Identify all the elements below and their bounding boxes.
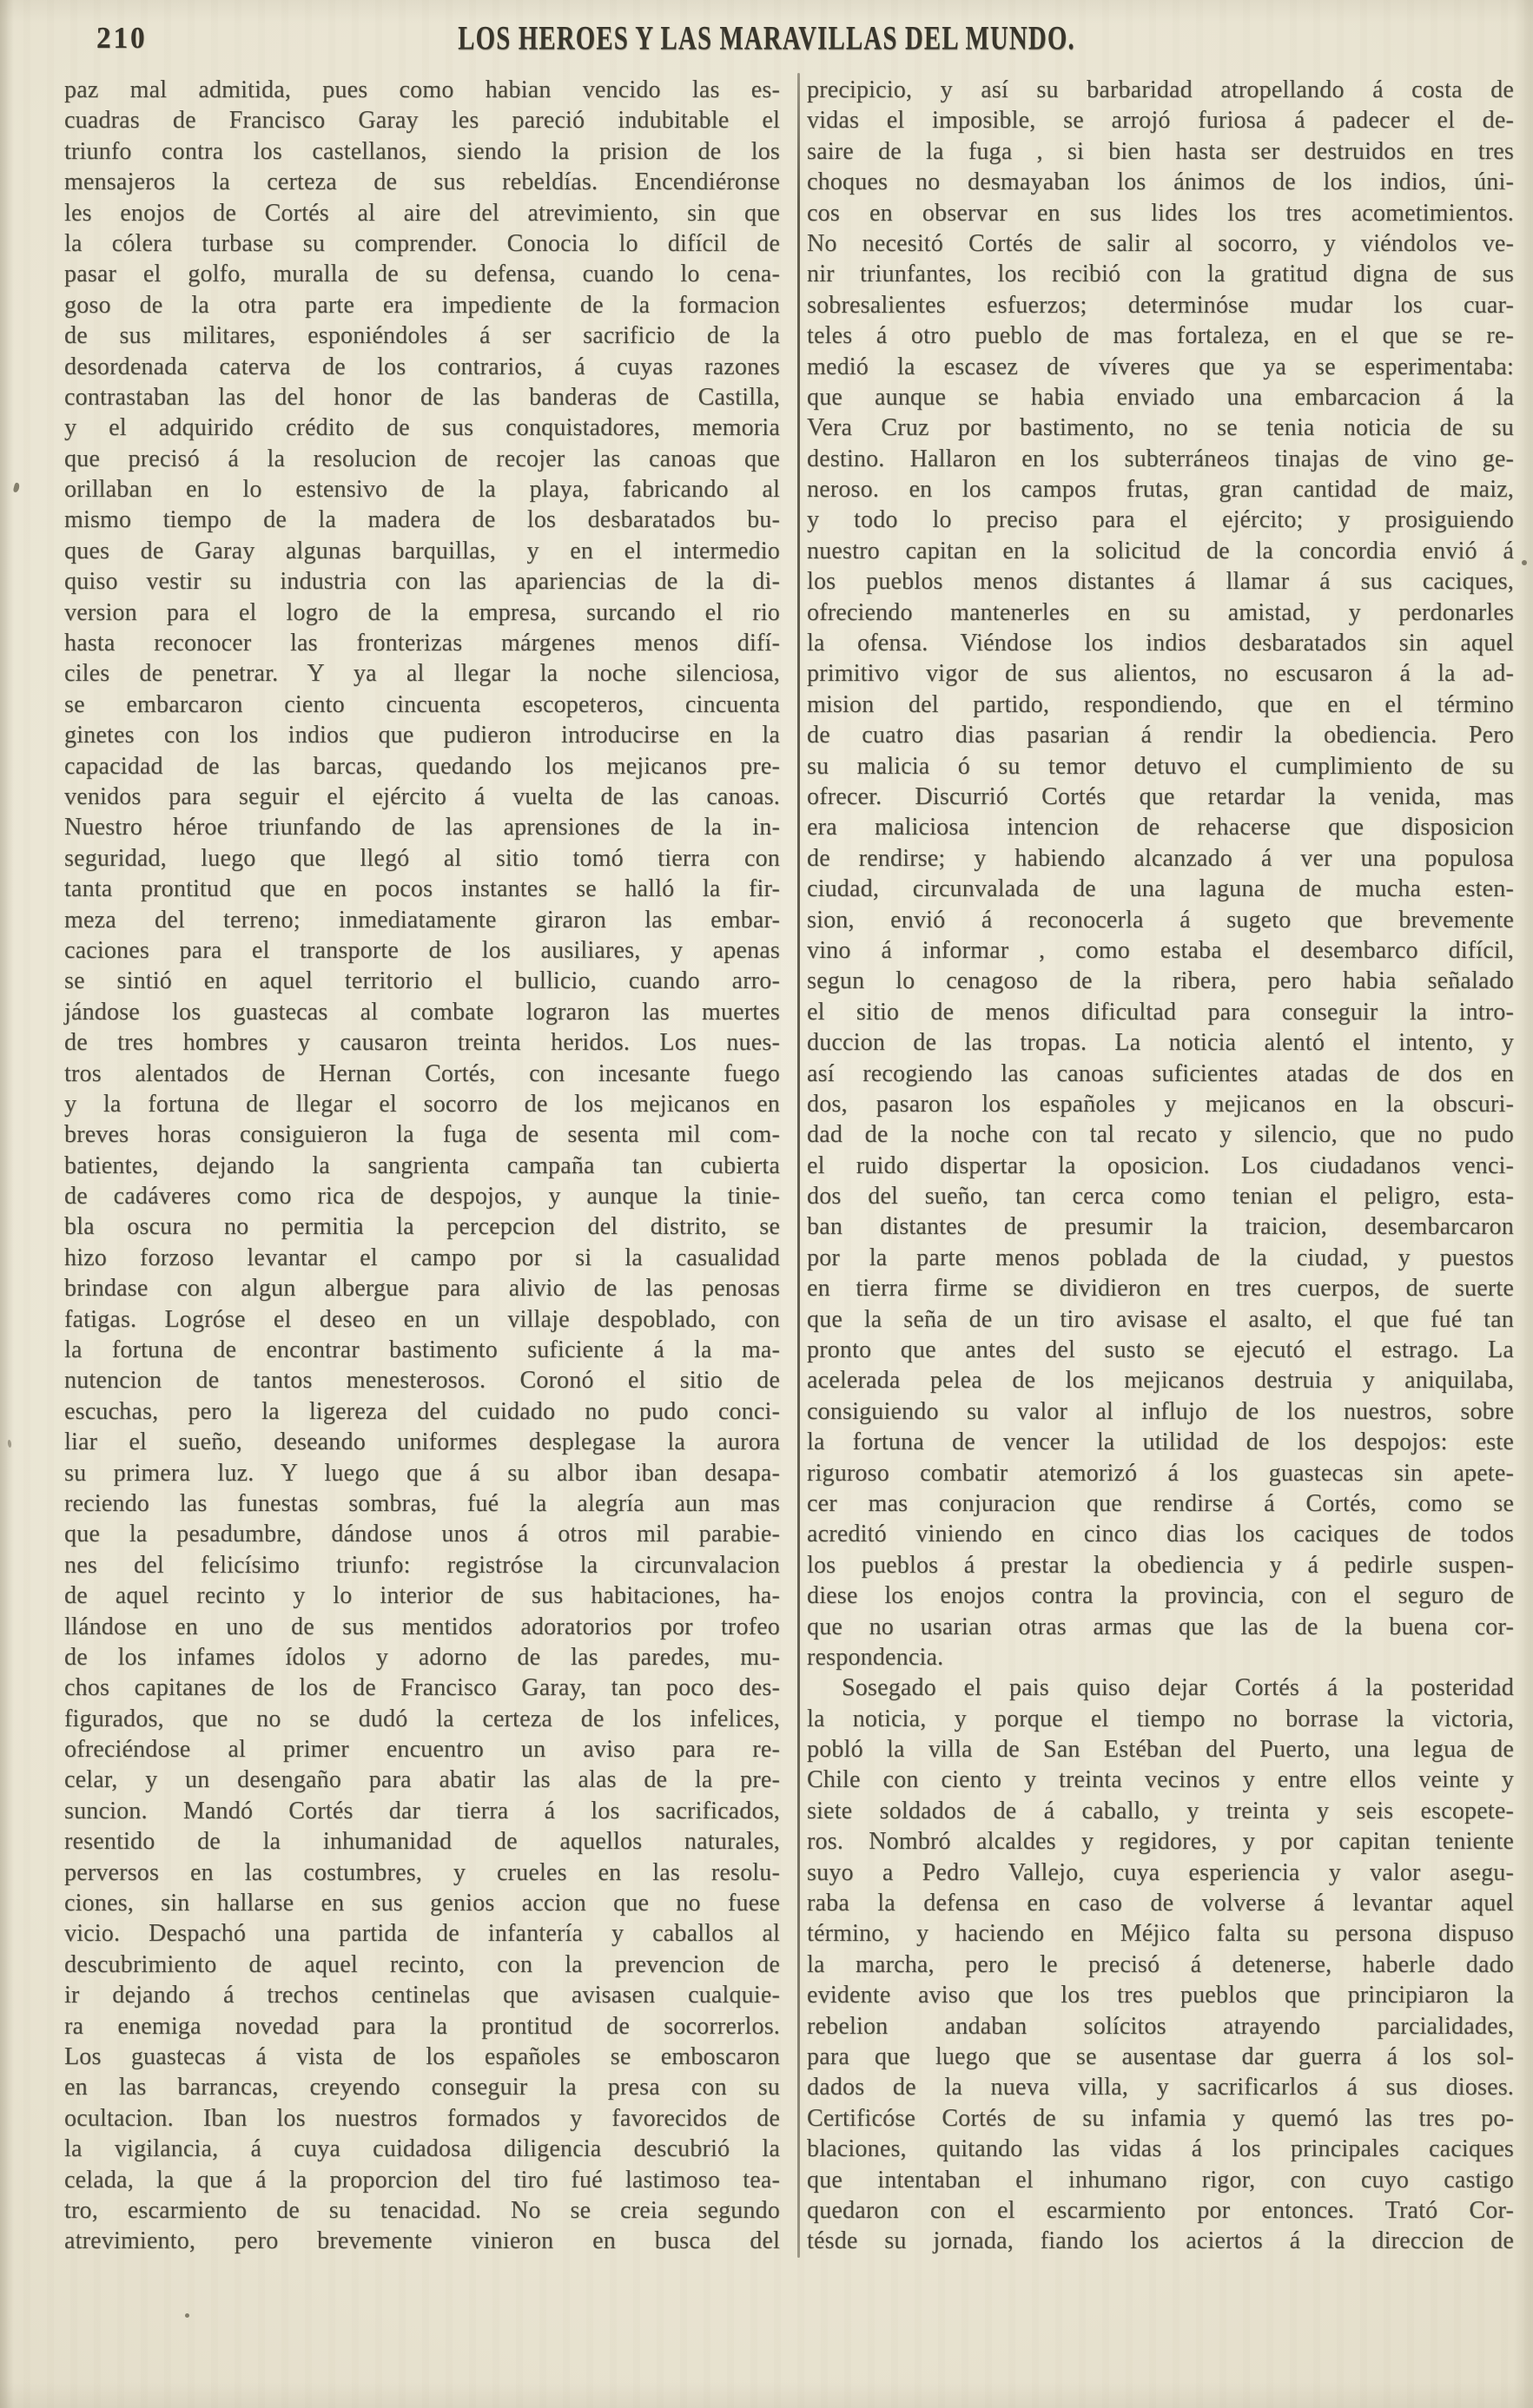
text-line: tros alentados de Hernan Cortés, con incesante fuego (64, 1059, 780, 1087)
text-line: de rendirse; y habiendo alcanzado á ver una populosa (807, 844, 1514, 872)
text-line: capacidad de las barcas, quedando los mejicanos pre- (64, 752, 780, 780)
text-line: celada, la que á la proporcion del tiro fué lastimoso tea- (64, 2166, 780, 2194)
text-line: dad de la noche con tal recato y silencio, que no pudo (807, 1121, 1514, 1149)
text-line: reciendo las funestas sombras, fué la alegría aun mas (64, 1489, 780, 1517)
text-line: meza del terreno; inmediatamente giraron las embar- (64, 906, 780, 934)
left-text-column (64, 75, 780, 2257)
text-line: tro, escarmiento de su tenacidad. No se creia segundo (64, 2196, 780, 2224)
text-line: Vera Cruz por bastimento, no se tenia noticia de su (807, 414, 1514, 442)
text-line: escuchas, pero la ligereza del cuidado no pudo conci- (64, 1397, 780, 1425)
text-line: el ruido dispertar la oposicion. Los ciudadanos venci- (807, 1151, 1514, 1179)
text-line: la fortuna de vencer la utilidad de los despojos: este (807, 1428, 1514, 1456)
text-line: de sus militares, esponiéndoles á ser sacrificio de la (64, 322, 780, 350)
text-line: diese los enojos contra la provincia, con el seguro de (807, 1582, 1514, 1610)
text-line: quedaron con el escarmiento por entonces. Trató Cor- (807, 2196, 1514, 2224)
text-line: tésde su jornada, fiando los aciertos á la direccion de (807, 2227, 1514, 2255)
text-line: acelerada pelea de los mejicanos destruia y aniquilaba, (807, 1367, 1514, 1395)
text-line: siete soldados de á caballo, y treinta y seis escopete- (807, 1797, 1514, 1824)
text-line: Chile con ciento y treinta vecinos y entre ellos veinte y (807, 1766, 1514, 1794)
text-line: para que luego que se ausentase dar guerra á los sol- (807, 2043, 1514, 2070)
right-text-column (807, 75, 1514, 2257)
text-line: blaciones, quitando las vidas á los principales caciques (807, 2135, 1514, 2163)
text-line: por la parte menos poblada de la ciudad, y puestos (807, 1244, 1514, 1271)
text-line: término, y haciendo en Méjico falta su persona dispuso (807, 1920, 1514, 1948)
text-line: fatigas. Logróse el deseo en un villaje despoblado, con (64, 1305, 780, 1333)
text-line: vino á informar , como estaba el desembarco difícil, (807, 936, 1514, 964)
text-line: respondencia. (807, 1643, 944, 1671)
scan-artifact-speck (7, 1440, 11, 1448)
text-line: nuestro capitan en la solicitud de la concordia envió á (807, 537, 1514, 564)
text-line: hasta reconocer las fronterizas márgenes menos difí- (64, 630, 780, 657)
text-line: de cuatro dias pasarian á rendir la obediencia. Pero (807, 722, 1514, 749)
scan-artifact-speck (185, 2313, 189, 2318)
text-line: era maliciosa intencion de rehacerse que disposicion (807, 814, 1514, 841)
text-line: de cadáveres como rica de despojos, y aunque la tinie- (64, 1183, 780, 1211)
text-line: riguroso combatir atemorizó á los guastecas sin apete- (807, 1459, 1514, 1487)
text-line: brindase con algun albergue para alivio de las penosas (64, 1275, 780, 1303)
text-line: Certificóse Cortés de su infamia y quemó las tres po- (807, 2104, 1514, 2132)
text-line: seguridad, luego que llegó al sitio tomó tierra con (64, 844, 780, 872)
text-line: en las barrancas, creyendo conseguir la presa con su (64, 2074, 780, 2101)
text-line: sobresalientes esfuerzos; determinóse mudar los cuar- (807, 291, 1514, 319)
text-line: ques de Garay algunas barquillas, y en el intermedio (64, 537, 780, 564)
text-line: precipicio, y así su barbaridad atropellando á costa de (807, 76, 1514, 103)
text-line: resentido de la inhumanidad de aquellos naturales, (64, 1828, 780, 1856)
text-line: ocultacion. Iban los nuestros formados y favorecidos de (64, 2104, 780, 2132)
text-line: desordenada caterva de los contrarios, á cuyas razones (64, 353, 780, 380)
text-line: de aquel recinto y lo interior de sus habitaciones, ha- (64, 1582, 780, 1610)
scan-artifact-speck (13, 482, 20, 492)
text-line: cer mas conjuracion que rendirse á Cortés, como se (807, 1489, 1514, 1517)
text-line: Nuestro héroe triunfando de las aprensiones de la in- (64, 814, 780, 841)
text-line: y la fortuna de llegar el socorro de los mejicanos en (64, 1090, 780, 1118)
text-line: evidente aviso que los tres pueblos que principiaron la (807, 1982, 1514, 2009)
text-line: les enojos de Cortés al aire del atrevimiento, sin que (64, 199, 780, 227)
text-line: rebelion andaban solícitos atrayendo parcialidades, (807, 2012, 1514, 2040)
text-line: llándose en uno de sus mentidos adoratorios por trofeo (64, 1613, 780, 1640)
text-line: celar, y un desengaño para abatir las alas de la pre- (64, 1766, 780, 1794)
text-line: chos capitanes de los de Francisco Garay, tan poco des- (64, 1674, 780, 1702)
text-line: pronto que antes del susto se ejecutó el estrago. La (807, 1336, 1514, 1364)
text-line: triunfo contra los castellanos, siendo la prision de los (64, 137, 780, 165)
text-line: nes del felicísimo triunfo: registróse la circunvalacion (64, 1551, 780, 1579)
text-line: dados de la nueva villa, y sacrificarlos á sus dioses. (807, 2074, 1514, 2101)
text-line: ros. Nombró alcaldes y regidores, y por capitan teniente (807, 1828, 1514, 1856)
text-line: destino. Hallaron en los subterráneos tinajas de vino ge- (807, 445, 1514, 472)
text-line: pasar el golfo, muralla de su defensa, cuando lo cena- (64, 261, 780, 288)
text-line: paz mal admitida, pues como habian vencido las es- (64, 76, 780, 103)
scan-artifact-speck (1522, 560, 1527, 565)
text-line: saire de la fuga , si bien hasta ser destruidos en tres (807, 137, 1514, 165)
text-line: orillaban en lo estensivo de la playa, fabricando al (64, 476, 780, 504)
text-line: que aunque se habia enviado una embarcacion á la (807, 383, 1514, 411)
text-line: tanta prontitud que en pocos instantes se halló la fir- (64, 875, 780, 903)
text-line: ra enemiga novedad para la prontitud de socorrerlos. (64, 2012, 780, 2040)
text-line: que la seña de un tiro avisase el asalto, el que fué tan (807, 1305, 1514, 1333)
text-line: vicio. Despachó una partida de infantería y caballos al (64, 1920, 780, 1948)
text-line: los pueblos á prestar la obediencia y á pedirle suspen- (807, 1551, 1514, 1579)
text-line: ciles de penetrar. Y ya al llegar la noche silenciosa, (64, 660, 780, 688)
text-line: liar el sueño, deseando uniformes desplegase la aurora (64, 1428, 780, 1456)
page-number: 210 (96, 21, 148, 55)
text-line: quiso vestir su industria con las apariencias de la di- (64, 568, 780, 596)
text-line: Los guastecas á vista de los españoles se emboscaron (64, 2043, 780, 2070)
text-line: mision del partido, respondiendo, que en el término (807, 690, 1514, 718)
text-line: ofrecer. Discurrió Cortés que retardar la venida, mas (807, 782, 1514, 810)
text-line: cuadras de Francisco Garay les pareció indubitable el (64, 107, 780, 135)
text-line: suyo a Pedro Vallejo, cuya esperiencia y valor asegu- (807, 1858, 1514, 1886)
text-line: nutencion de tantos menesterosos. Coronó el sitio de (64, 1367, 780, 1395)
column-divider-rule (797, 73, 800, 2258)
text-line: descubrimiento de aquel recinto, con la prevencion de (64, 1950, 780, 1978)
text-line: la marcha, pero le precisó á detenerse, haberle dado (807, 1950, 1514, 1978)
text-line: ginetes con los indios que pudieron introducirse en la (64, 722, 780, 749)
text-line: que no usarian otras armas que las de la buena cor- (807, 1613, 1514, 1640)
text-line: goso de la otra parte era impediente de la formacion (64, 291, 780, 319)
text-line: se embarcaron ciento cincuenta escopeteros, cincuenta (64, 690, 780, 718)
text-line: caciones para el transporte de los ausiliares, y apenas (64, 936, 780, 964)
text-line: cos en observar en sus lides los tres acometimientos. (807, 199, 1514, 227)
text-line: dos, pasaron los españoles y mejicanos en la obscuri- (807, 1090, 1514, 1118)
text-line: ciudad, circunvalada de una laguna de mucha esten- (807, 875, 1514, 903)
text-line: medió la escasez de víveres que ya se esperimentaba: (807, 353, 1514, 380)
text-line: la noticia, y porque el tiempo no borrase la victoria, (807, 1705, 1514, 1732)
text-line: acreditó viniendo en cinco dias los caciques de todos (807, 1521, 1514, 1548)
text-line: jándose los guastecas al combate lograron las muertes (64, 998, 780, 1026)
text-line: ofreciéndose al primer encuentro un aviso para re- (64, 1736, 780, 1764)
text-line: dos del sueño, tan cerca como tenian el peligro, esta- (807, 1183, 1514, 1211)
text-line: ciones, sin hallarse en sus genios accion que no fuese (64, 1890, 780, 1917)
text-line: Sosegado el pais quiso dejar Cortés á la posteridad (842, 1674, 1514, 1702)
text-line: mismo tiempo de la madera de los desbaratados bu- (64, 506, 780, 534)
text-line: hizo forzoso levantar el campo por si la casualidad (64, 1244, 780, 1271)
text-line: raba la defensa en caso de volverse á levantar aquel (807, 1890, 1514, 1917)
text-line: neroso. en los campos frutas, gran cantidad de maiz, (807, 476, 1514, 504)
text-line: teles á otro pueblo de mas fortaleza, en el que se re- (807, 322, 1514, 350)
text-line: ban distantes de presumir la traicion, desembarcaron (807, 1213, 1514, 1241)
text-line: bla oscura no permitia la percepcion del distrito, se (64, 1213, 780, 1241)
text-line: que intentaban el inhumano rigor, con cuyo castigo (807, 2166, 1514, 2194)
text-line: version para el logro de la empresa, surcando el rio (64, 598, 780, 626)
text-line: batientes, dejando la sangrienta campaña tan cubierta (64, 1151, 780, 1179)
text-line: de tres hombres y causaron treinta heridos. Los nues- (64, 1029, 780, 1057)
text-line: contrastaban las del honor de las banderas de Castilla, (64, 383, 780, 411)
text-line: se sintió en aquel territorio el bullicio, cuando arro- (64, 967, 780, 995)
running-header (0, 19, 1533, 57)
text-line: pobló la villa de San Estéban del Puerto, una legua de (807, 1736, 1514, 1764)
text-line: breves horas consiguieron la fuga de sesenta mil com- (64, 1121, 780, 1149)
text-line: la ofensa. Viéndose los indios desbaratados sin aquel (807, 630, 1514, 657)
text-line: y el adquirido crédito de sus conquistadores, memoria (64, 414, 780, 442)
text-line: la cólera turbase su comprender. Conocia lo difícil de (64, 229, 780, 257)
text-line: de los infames ídolos y adorno de las paredes, mu- (64, 1643, 780, 1671)
running-title: LOS HEROES Y LAS MARAVILLAS DEL MUNDO. (458, 20, 1075, 57)
text-line: su malicia ó su temor detuvo el cumplimiento de su (807, 752, 1514, 780)
text-line: que la pesadumbre, dándose unos á otros mil parabie- (64, 1521, 780, 1548)
text-line: duccion de las tropas. La noticia alentó el intento, y (807, 1029, 1514, 1057)
text-line: ofreciendo mantenerles en su amistad, y perdonarles (807, 598, 1514, 626)
text-line: el sitio de menos dificultad para conseguir la intro- (807, 998, 1514, 1026)
text-line: vidas el imposible, se arrojó furiosa á padecer el de- (807, 107, 1514, 135)
text-line: mensajeros la certeza de sus rebeldías. Encendiéronse (64, 168, 780, 196)
text-line: consiguiendo su valor al influjo de los nuestros, sobre (807, 1397, 1514, 1425)
text-line: ir dejando á trechos centinelas que avisasen cualquie- (64, 1982, 780, 2009)
text-line: choques no desmayaban los ánimos de los indios, úni- (807, 168, 1514, 196)
text-line: la vigilancia, á cuya cuidadosa diligencia descubrió la (64, 2135, 780, 2163)
text-line: sion, envió á reconocerla á sugeto que brevemente (807, 906, 1514, 934)
text-line: los pueblos menos distantes á llamar á sus caciques, (807, 568, 1514, 596)
text-line: que precisó á la resolucion de recojer las canoas que (64, 445, 780, 472)
text-line: suncion. Mandó Cortés dar tierra á los sacrificados, (64, 1797, 780, 1824)
text-line: nir triunfantes, los recibió con la gratitud digna de sus (807, 261, 1514, 288)
text-line: primitivo vigor de sus alientos, no escusaron á la ad- (807, 660, 1514, 688)
text-line: en tierra firme se dividieron en tres cuerpos, de suerte (807, 1275, 1514, 1303)
text-line: No necesitó Cortés de salir al socorro, y viéndolos ve- (807, 229, 1514, 257)
text-line: y todo lo preciso para el ejército; y prosiguiendo (807, 506, 1514, 534)
text-line: figurados, que no se dudó la certeza de los infelices, (64, 1705, 780, 1732)
text-line: venidos para seguir el ejército á vuelta de las canoas. (64, 782, 780, 810)
text-line: perversos en las costumbres, y crueles en las resolu- (64, 1858, 780, 1886)
text-line: su primera luz. Y luego que á su albor iban desapa- (64, 1459, 780, 1487)
text-line: atrevimiento, pero brevemente vinieron en busca del (64, 2227, 780, 2255)
text-line: la fortuna de encontrar bastimento suficiente á la ma- (64, 1336, 780, 1364)
text-line: así recogiendo las canoas suficientes atadas de dos en (807, 1059, 1514, 1087)
text-line: segun lo cenagoso de la ribera, pero habia señalado (807, 967, 1514, 995)
